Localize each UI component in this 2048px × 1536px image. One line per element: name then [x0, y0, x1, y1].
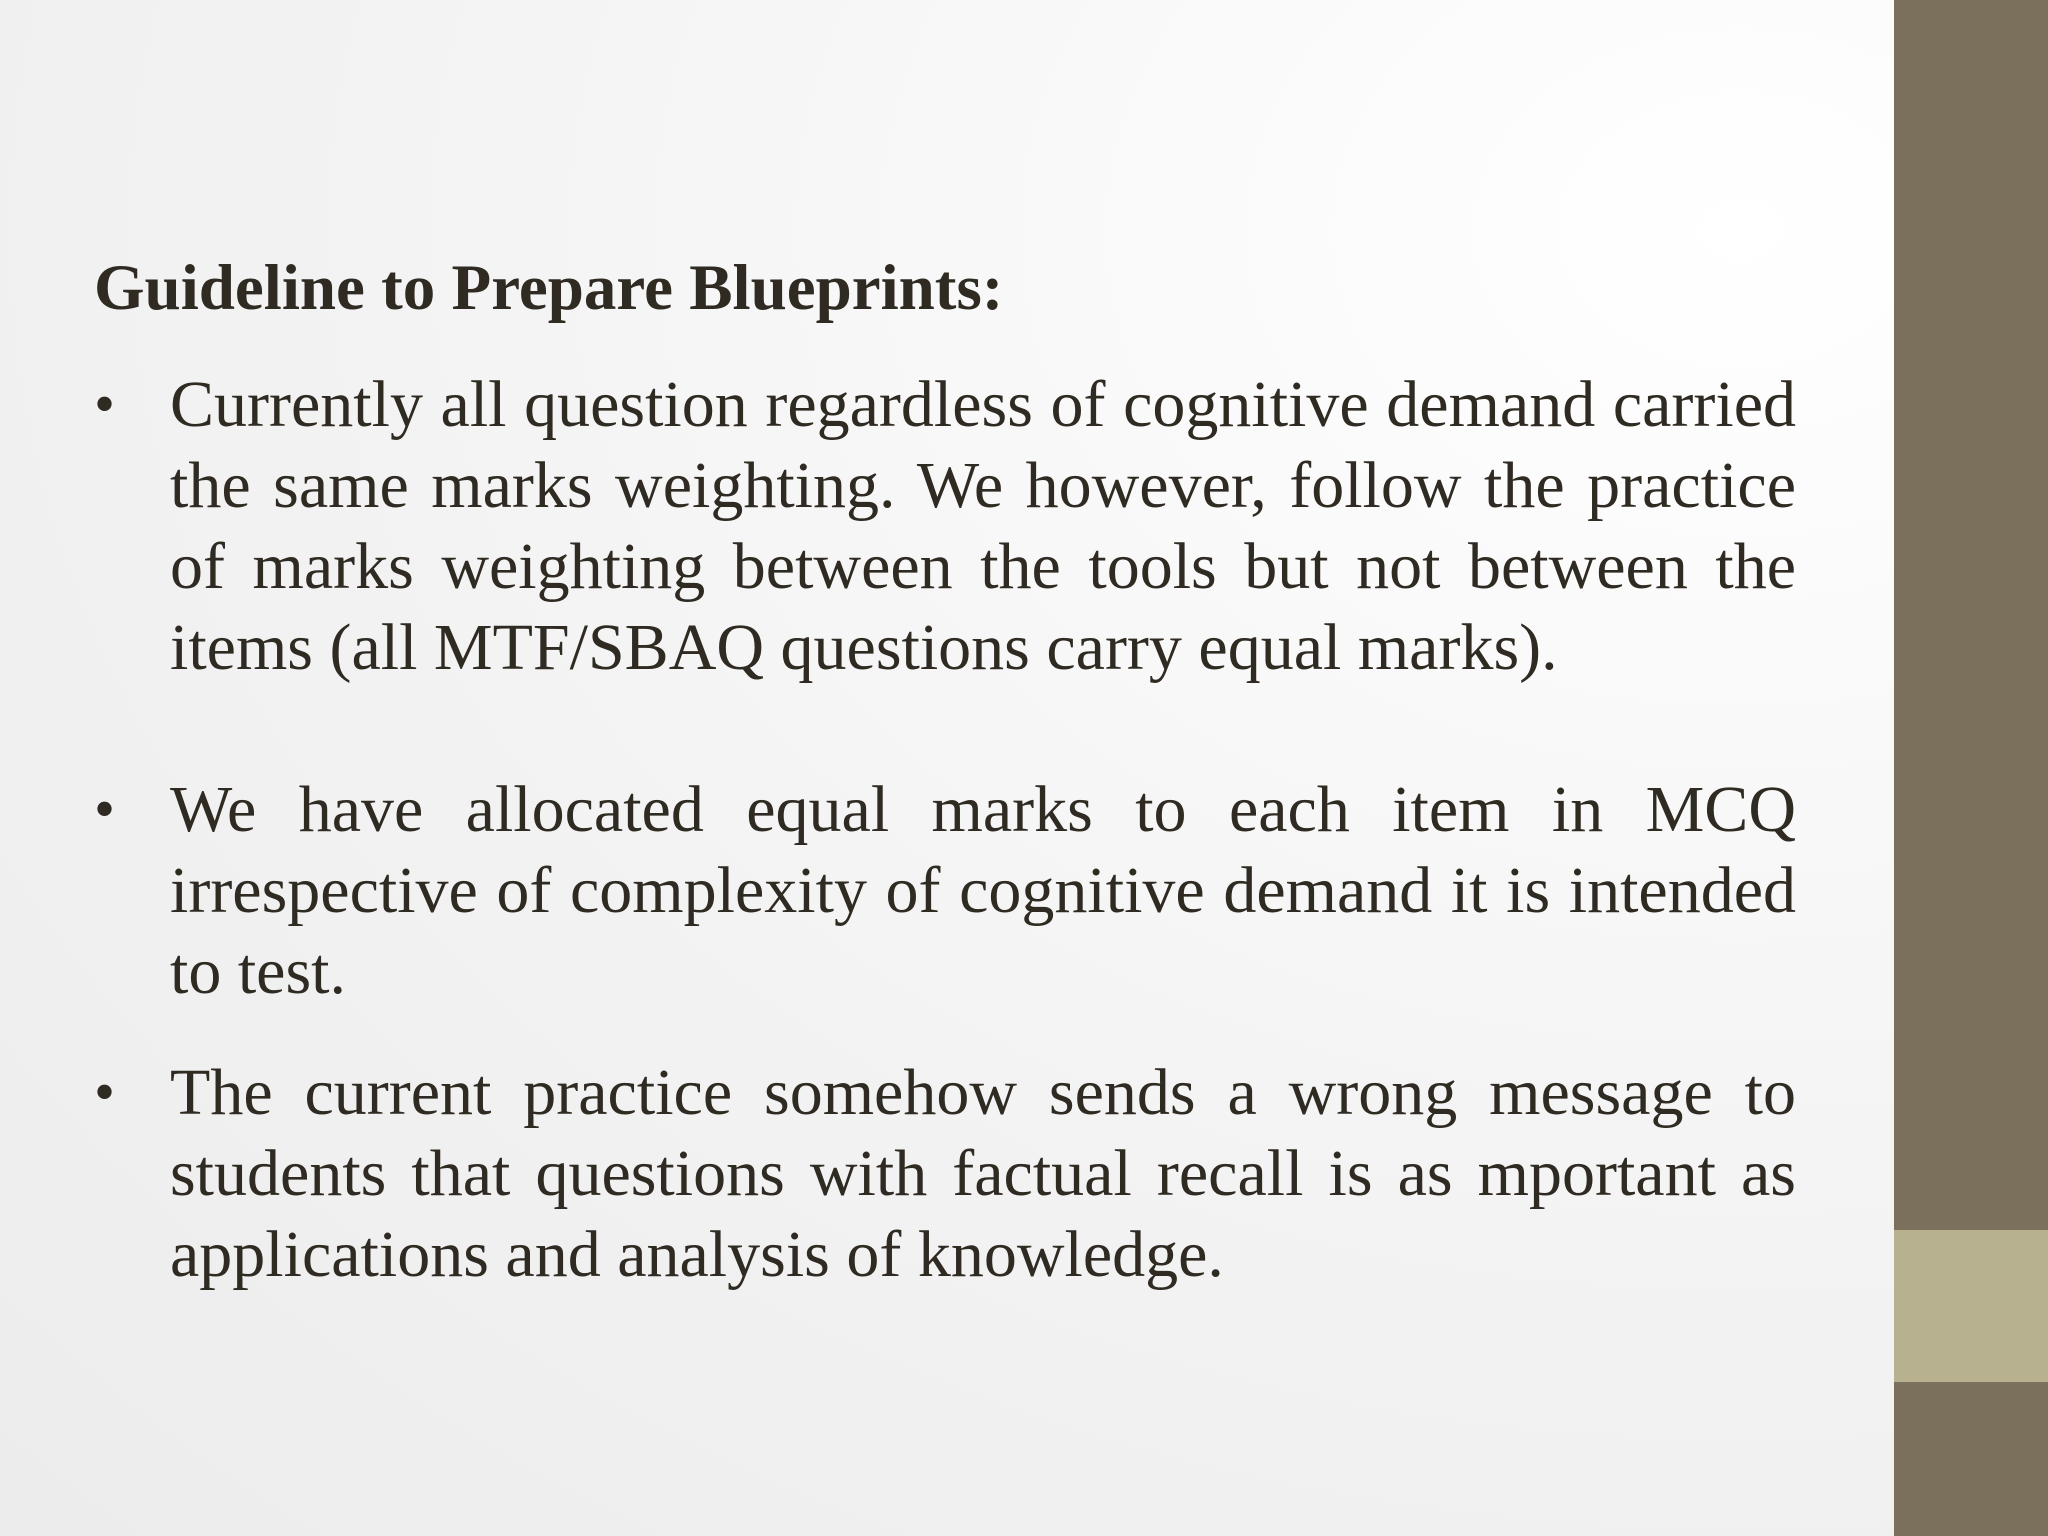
- bullet-text: The current practice somehow sends a wrong message to students that questions with factual recall is as mportant as applications and analysis of knowledge.: [170, 1056, 1796, 1291]
- bullet-item: [94, 364, 1796, 688]
- slide-content: [94, 248, 1796, 1295]
- bullet-list: [94, 364, 1796, 1295]
- bullet-item: [94, 769, 1796, 1012]
- bullet-item: [94, 1052, 1796, 1295]
- bullet-text: Currently all question regardless of cognitive demand carried the same marks weighting. We however, follow the practice of marks weighting between the tools but not between the items (all MTF/SBAQ questions carry equal marks).: [170, 368, 1796, 684]
- bullet-icon: •: [94, 371, 116, 437]
- side-accent-block: [1894, 1230, 2048, 1382]
- slide-heading: Guideline to Prepare Blueprints:: [94, 252, 1004, 324]
- bullet-icon: •: [94, 776, 116, 842]
- bullet-icon: •: [94, 1059, 116, 1125]
- bullet-text: We have allocated equal marks to each item in MCQ irrespective of complexity of cognitive demand it is intended to test.: [170, 773, 1796, 1008]
